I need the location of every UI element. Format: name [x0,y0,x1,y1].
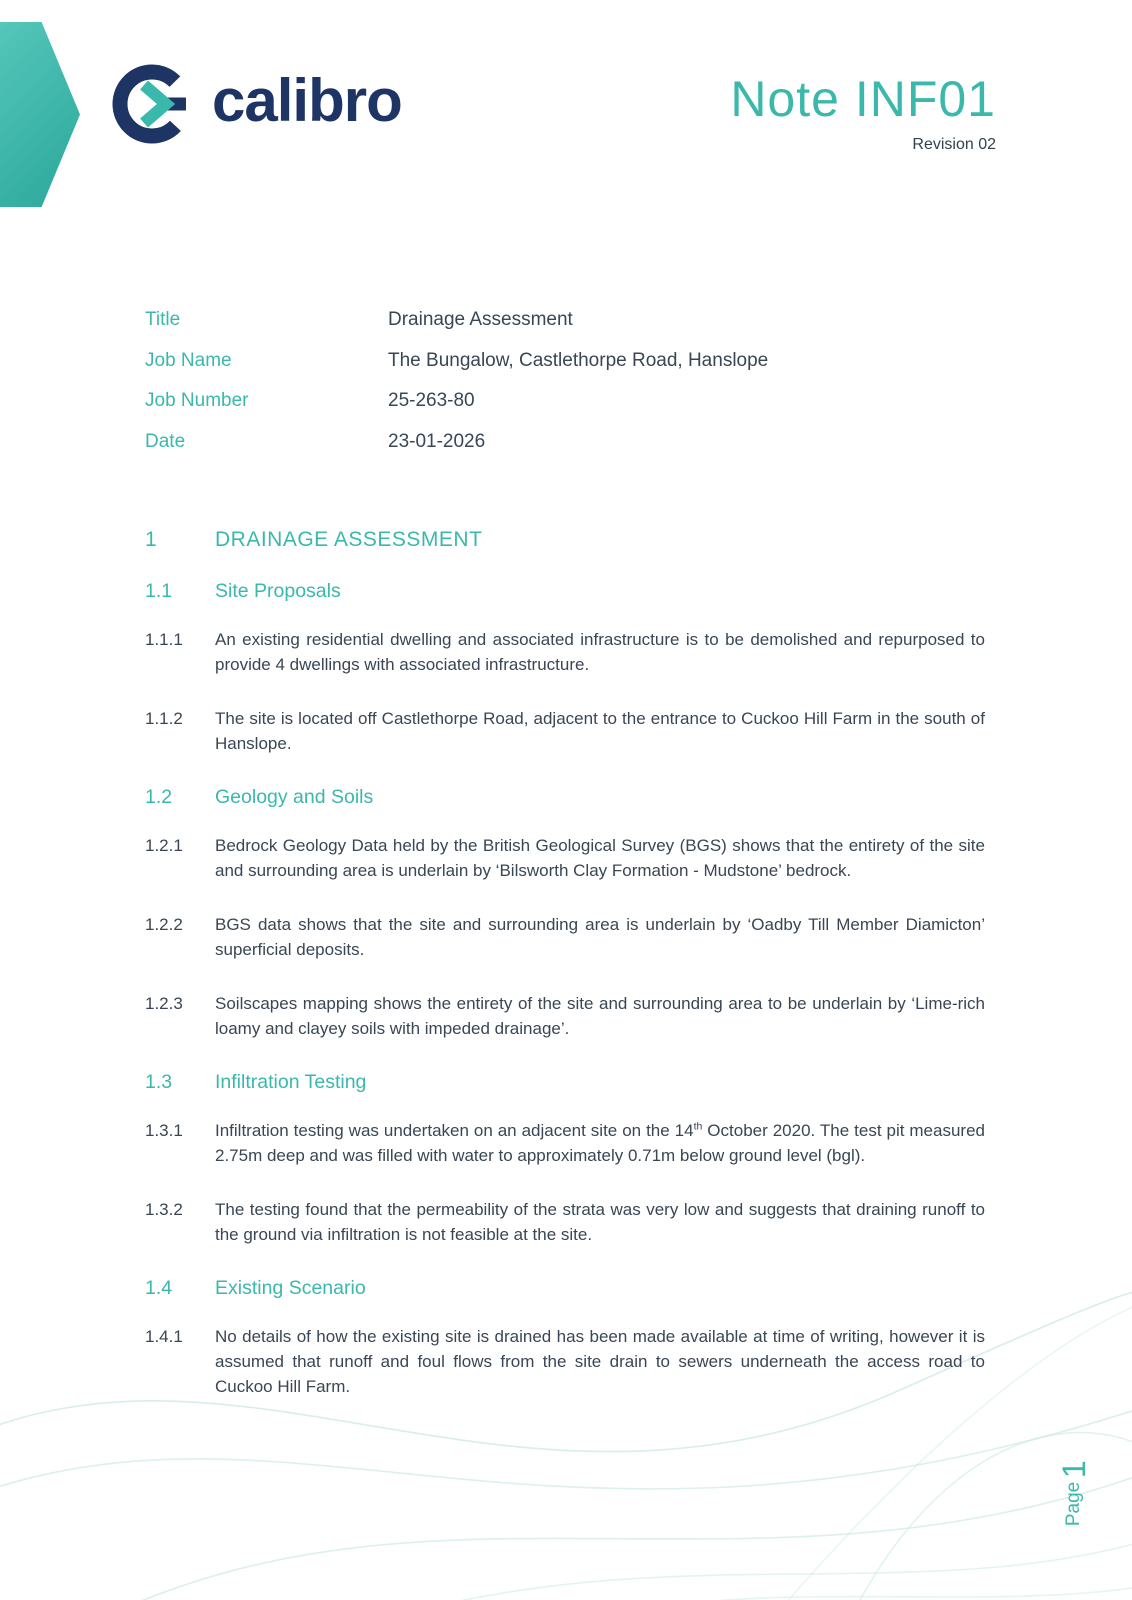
section-number: 1.4 [145,1276,173,1299]
paragraph-text [215,1119,985,1169]
paragraph [145,992,985,1042]
meta-label: Job Number [145,390,249,412]
subsection-title: Infiltration Testing [215,1070,367,1093]
subsection-heading [145,580,985,603]
meta-value: 23-01-2026 [388,431,486,453]
paragraph-text: An existing residential dwelling and associated infrastructure is to be demolished and repurposed to provide 4 dwellings with associated infrastructure. [215,630,985,674]
section-number: 1.3 [145,1070,173,1093]
meta-value: The Bungalow, Castlethorpe Road, Hanslope [388,349,769,371]
subsection-title: Geology and Soils [215,785,374,808]
logo-text: calibro [212,67,402,134]
paragraph-number: 1.2.3 [145,993,183,1013]
paragraph-number: 1.2.2 [145,914,183,934]
revision-label: Revision 02 [912,136,996,153]
meta-label: Title [145,309,181,330]
paragraph [145,628,985,678]
ordinal-superscript: th [693,1120,703,1133]
meta-row [145,349,768,374]
meta-value: Drainage Assessment [388,309,573,330]
paragraph-number: 1.1.1 [145,630,183,649]
meta-row [145,308,768,333]
subsection-title: Site Proposals [215,580,341,602]
section-number: 1.1 [145,580,173,602]
paragraph-text-segment: October 2020. The test pit measured 2.75m deep and was filled with water to approximately 0.71m below ground level (bgl). [215,1120,985,1165]
subsection-heading [145,786,985,809]
subsection-title: Existing Scenario [215,1276,366,1299]
paragraph [145,834,985,884]
meta-value: 25-263-80 [388,390,475,412]
section-number: 1 [145,528,158,551]
calibro-logo [106,58,402,150]
paragraph-number: 1.4.1 [145,1326,183,1346]
paragraph [145,1198,985,1248]
paragraph-text: Bedrock Geology Data held by the British Geological Survey (BGS) shows that the entirety of the site and surrounding area is underlain by ‘Bilsworth Clay Formation - Mudstone’ bedrock. [215,835,985,880]
section-heading [145,528,985,552]
paragraph-text: Soilscapes mapping shows the entirety of the site and surrounding area to be underlain by ‘Lime-rich loamy and clayey soils with impeded drainage’. [215,993,985,1038]
paragraph-number: 1.1.2 [145,708,183,728]
note-title: Note INF01 [730,71,996,127]
section-number: 1.2 [145,785,173,808]
paragraph-number: 1.2.1 [145,835,183,855]
document-body [145,528,985,1429]
page-number: 1 [1056,1459,1092,1478]
corner-accent-chevron-icon [0,22,80,207]
paragraph [145,707,985,757]
paragraph [145,1119,985,1169]
page-number-vertical [1058,1460,1090,1526]
meta-label: Job Name [145,349,232,371]
paragraph-text: No details of how the existing site is drained has been made available at time of writing, however it is assumed that runoff and foul flows from the site drain to sewers underneath the access road to Cuckoo Hill Farm. [215,1326,985,1396]
paragraph [145,1325,985,1400]
page-label: Page [1063,1481,1084,1526]
calibro-mark-icon [106,58,198,150]
meta-row [145,430,768,455]
paragraph-text-segment: Infiltration testing was undertaken on an adjacent site on the 14 [215,1120,694,1140]
paragraph-text: The site is located off Castlethorpe Road, adjacent to the entrance to Cuckoo Hill Farm in the south of Hanslope. [215,708,985,753]
paragraph [145,913,985,963]
meta-row [145,389,768,414]
paragraph-number: 1.3.2 [145,1199,183,1219]
subsection-heading [145,1277,985,1300]
paragraph-number: 1.3.1 [145,1120,183,1140]
paragraph-text: BGS data shows that the site and surrounding area is underlain by ‘Oadby Till Member Diamicton’ superficial deposits. [215,914,985,959]
paragraph-text: The testing found that the permeability of the strata was very low and suggests that draining runoff to the ground via infiltration is not feasible at the site. [215,1199,985,1244]
meta-table [145,308,768,471]
section-title: DRAINAGE ASSESSMENT [215,528,483,551]
subsection-heading [145,1071,985,1094]
meta-label: Date [145,431,186,453]
